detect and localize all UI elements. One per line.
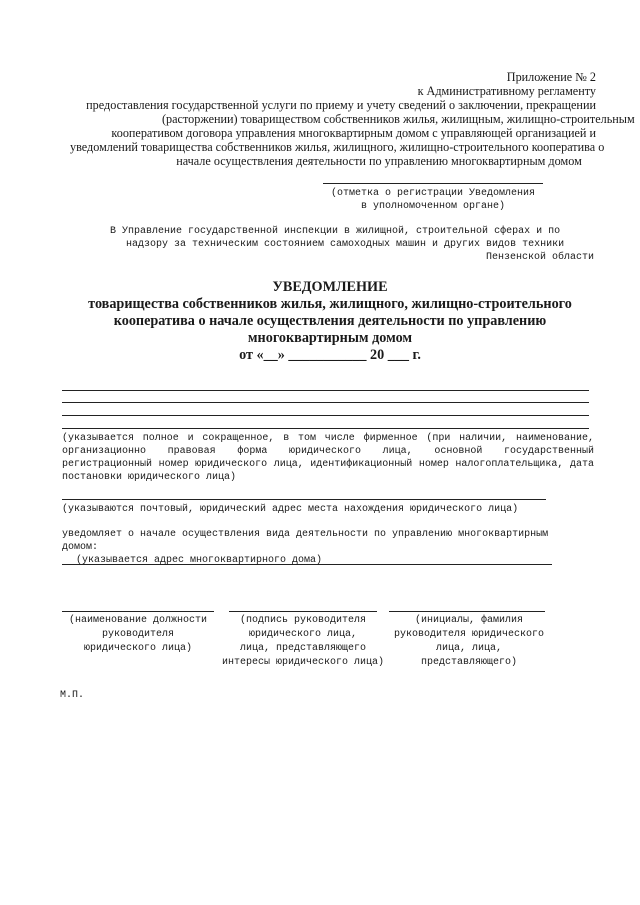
addressee-block <box>110 225 594 264</box>
blank-line[interactable] <box>62 428 589 429</box>
blank-line[interactable] <box>62 390 589 391</box>
signature-caption: (подпись руководителя юридического лица, лица, представляющего интересы юридического лица) <box>221 615 385 668</box>
blank-line[interactable] <box>62 402 589 403</box>
addressee-line: надзору за техническим состоянием самоходных машин и других видов техники <box>126 239 565 250</box>
appendix-line: к Административному регламенту <box>417 84 596 98</box>
addressee-line: Пензенской области <box>485 252 594 263</box>
appendix-line: предоставления государственной услуги по приему и учету сведений о заключении, прекращении <box>86 98 596 112</box>
title-line: товарищества собственников жилья, жилищного, жилищно-строительного <box>88 296 572 312</box>
appendix-number: Приложение № 2 <box>506 70 596 84</box>
initials-caption: (инициалы, фамилия руководителя юридического лица, лица, представляющего) <box>393 615 545 668</box>
blank-line[interactable] <box>62 415 589 416</box>
title-date: от «__» ___________ 20 ___ г. <box>239 347 421 363</box>
registration-caption: (отметка о регистрации Уведомления в уполномоченном органе) <box>330 188 536 212</box>
signature-line[interactable] <box>229 611 377 612</box>
appendix-line: (расторжении) товариществом собственников жилья, жилищным, жилищно-строительным <box>162 112 635 126</box>
stamp-place: М.П. <box>60 690 85 701</box>
address-blank-line[interactable] <box>62 499 546 500</box>
appendix-header <box>70 70 635 168</box>
position-caption: (наименование должности руководителя юридического лица) <box>68 615 208 654</box>
house-hint: (указывается адрес многоквартирного дома) <box>76 555 323 566</box>
title-line: кооператива о начале осуществления деятельности по управлению <box>113 313 547 329</box>
title-line: многоквартирным домом <box>247 330 413 346</box>
name-hint: (указывается полное и сокращенное, в том числе фирменное (при наличии, наименование, организационно правовая форма юридического лица, основной государственный регистрационный номер юридического лица, идентификационный номер налогоплательщика, дата постановки юридического лица) <box>62 433 594 483</box>
initials-line[interactable] <box>389 611 545 612</box>
appendix-line: кооперативом договора управления многоквартирным домом с управляющей организацией и <box>111 126 596 140</box>
notify-text: уведомляет о начале осуществления вида деятельности по управлению многоквартирным <box>62 529 549 540</box>
addressee-line: В Управление государственной инспекции в жилищной, строительной сферах и по <box>110 226 561 237</box>
address-hint: (указываются почтовый, юридический адрес места нахождения юридического лица) <box>62 504 519 515</box>
house-label: домом: <box>62 542 99 553</box>
appendix-line: уведомлений товарищества собственников жилья, жилищного, жилищно-строительного кооператива о <box>70 140 605 154</box>
appendix-line: начале осуществления деятельности по управлению многоквартирным домом <box>176 154 582 168</box>
position-line[interactable] <box>62 611 214 612</box>
title-heading: УВЕДОМЛЕНИЕ <box>272 279 388 295</box>
registration-mark-line <box>323 183 543 184</box>
document-title <box>50 279 610 364</box>
